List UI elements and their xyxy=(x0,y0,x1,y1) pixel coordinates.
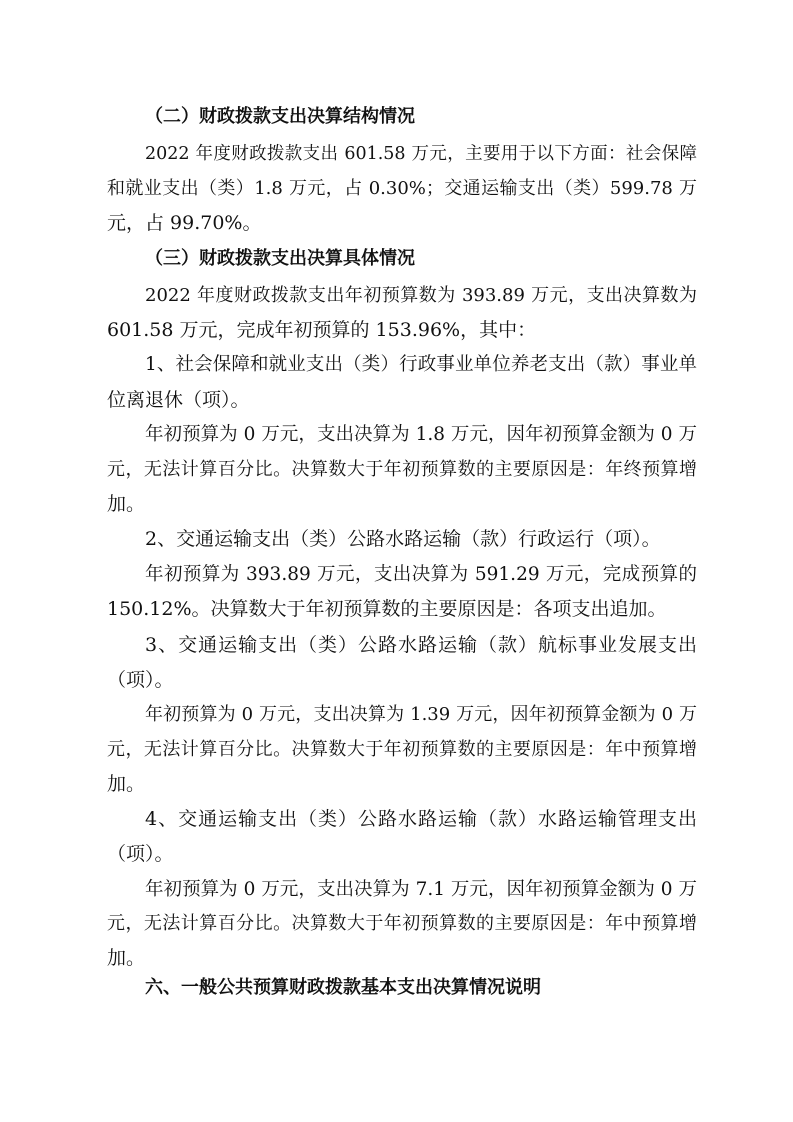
item4-title-2: （项）。 xyxy=(107,843,174,865)
item4-title-1: 4、交通运输支出（类）公路水路运输（款）水路运输管理支出 xyxy=(145,808,697,830)
section3-heading: （三）财政拨款支出决算具体情况 xyxy=(145,248,415,269)
item4-detail-2: 元，无法计算百分比。决算数大于年初预算数的主要原因是：年中预算增 xyxy=(107,913,697,934)
item3-title-2: （项）。 xyxy=(107,669,174,691)
section6-heading: 六、一般公共预算财政拨款基本支出决算情况说明 xyxy=(145,977,541,998)
section2-line-2: 和就业支出（类）1.8 万元，占 0.30%；交通运输支出（类）599.78 万 xyxy=(107,178,697,199)
section3-intro-1: 2022 年度财政拨款支出年初预算数为 393.89 万元，支出决算数为 xyxy=(145,285,697,306)
item4-detail-1: 年初预算为 0 万元，支出决算为 7.1 万元，因年初预算金额为 0 万 xyxy=(145,879,697,900)
section2-heading: （二）财政拨款支出决算结构情况 xyxy=(145,106,415,127)
item1-title-2: 位离退休（项）。 xyxy=(107,389,250,411)
item2-detail-1: 年初预算为 393.89 万元，支出决算为 591.29 万元，完成预算的 xyxy=(145,564,697,585)
item1-detail-1: 年初预算为 0 万元，支出决算为 1.8 万元，因年初预算金额为 0 万 xyxy=(145,424,697,445)
item1-detail-3: 加。 xyxy=(107,493,146,515)
section2-line-3: 元，占 99.70%。 xyxy=(107,212,262,234)
item3-detail-1: 年初预算为 0 万元，支出决算为 1.39 万元，因年初预算金额为 0 万 xyxy=(145,704,697,725)
section2-line-1: 2022 年度财政拨款支出 601.58 万元，主要用于以下方面：社会保障 xyxy=(145,144,697,164)
item4-detail-3: 加。 xyxy=(107,947,146,969)
item1-title-1: 1、社会保障和就业支出（类）行政事业单位养老支出（款）事业单 xyxy=(145,354,697,375)
item3-detail-3: 加。 xyxy=(107,773,146,795)
item2-title-1: 2、交通运输支出（类）公路水路运输（款）行政运行（项）。 xyxy=(145,528,661,550)
item3-detail-2: 元，无法计算百分比。决算数大于年初预算数的主要原因是：年中预算增 xyxy=(107,739,697,760)
item1-detail-2: 元，无法计算百分比。决算数大于年初预算数的主要原因是：年终预算增 xyxy=(107,459,697,480)
section3-intro-2: 601.58 万元，完成年初预算的 153.96%，其中： xyxy=(107,319,537,341)
item2-detail-2: 150.12%。决算数大于年初预算数的主要原因是：各项支出追加。 xyxy=(107,598,667,620)
item3-title-1: 3、交通运输支出（类）公路水路运输（款）航标事业发展支出 xyxy=(145,634,697,656)
